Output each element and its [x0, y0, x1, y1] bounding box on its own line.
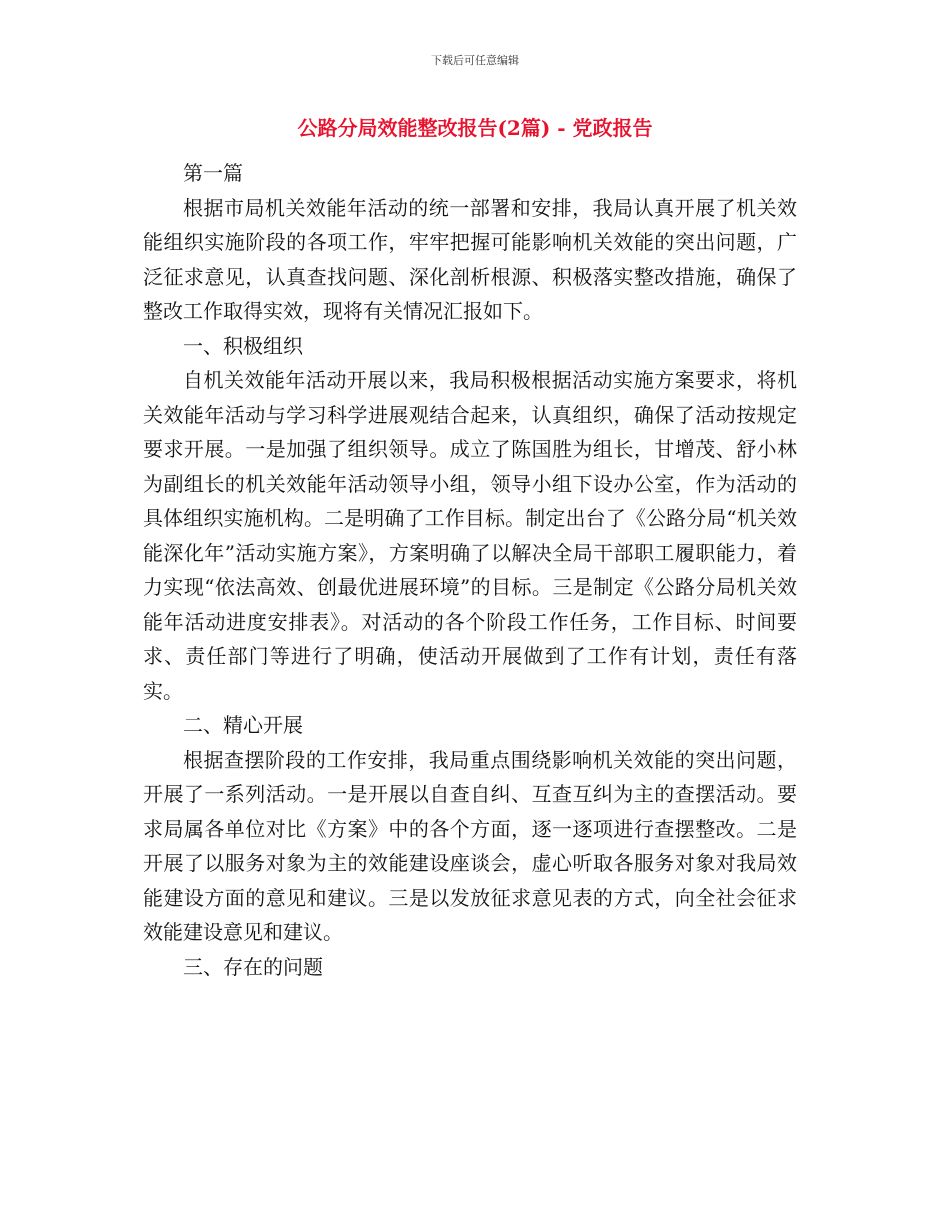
document-body [143, 156, 797, 984]
paragraph-section-label: 第一篇 [183, 161, 243, 185]
header-note: 下载后可任意编辑 [431, 54, 519, 67]
document-title: 公路分局效能整改报告(2篇) - 党政报告 [297, 116, 653, 140]
heading-section-3: 三、存在的问题 [183, 954, 323, 979]
paragraph-section-1: 自机关效能年活动开展以来，我局积极根据活动实施方案要求，将机关效能年活动与学习科学进展观结合起来，认真组织，确保了活动按规定要求开展。一是加强了组织领导。成立了陈国胜为组长，甘增茂、舒小林为副组长的机关效能年活动领导小组，领导小组下设办公室，作为活动的具体组织实施机构。二是明确了工作目标。制定出台了《公路分局“机关效能深化年”活动实施方案》，方案明确了以解决全局干部职工履职能力，着力实现“依法高效、创最优进展环境”的目标。三是制定《公路分局机关效能年活动进度安排表》。对活动的各个阶段工作任务，工作目标、时间要求、责任部门等进行了明确，使活动开展做到了工作有计划，责任有落实。 [143, 368, 797, 703]
heading-section-2: 二、精心开展 [183, 713, 303, 737]
paragraph-intro: 根据市局机关效能年活动的统一部署和安排，我局认真开展了机关效能组织实施阶段的各项工作，牢牢把握可能影响机关效能的突出问题，广泛征求意见，认真查找问题、深化剖析根源、积极落实整改措施，确保了整改工作取得实效，现将有关情况汇报如下。 [143, 195, 797, 323]
paragraph-section-2: 根据查摆阶段的工作安排，我局重点围绕影响机关效能的突出问题，开展了一系列活动。一是开展以自查自纠、互查互纠为主的查摆活动。要求局属各单位对比《方案》中的各个方面，逐一逐项进行查摆整改。二是开展了以服务对象为主的效能建设座谈会，虚心听取各服务对象对我局效能建设方面的意见和建议。三是以发放征求意见表的方式，向全社会征求效能建设意见和建议。 [143, 747, 797, 944]
heading-section-1: 一、积极组织 [183, 333, 303, 358]
